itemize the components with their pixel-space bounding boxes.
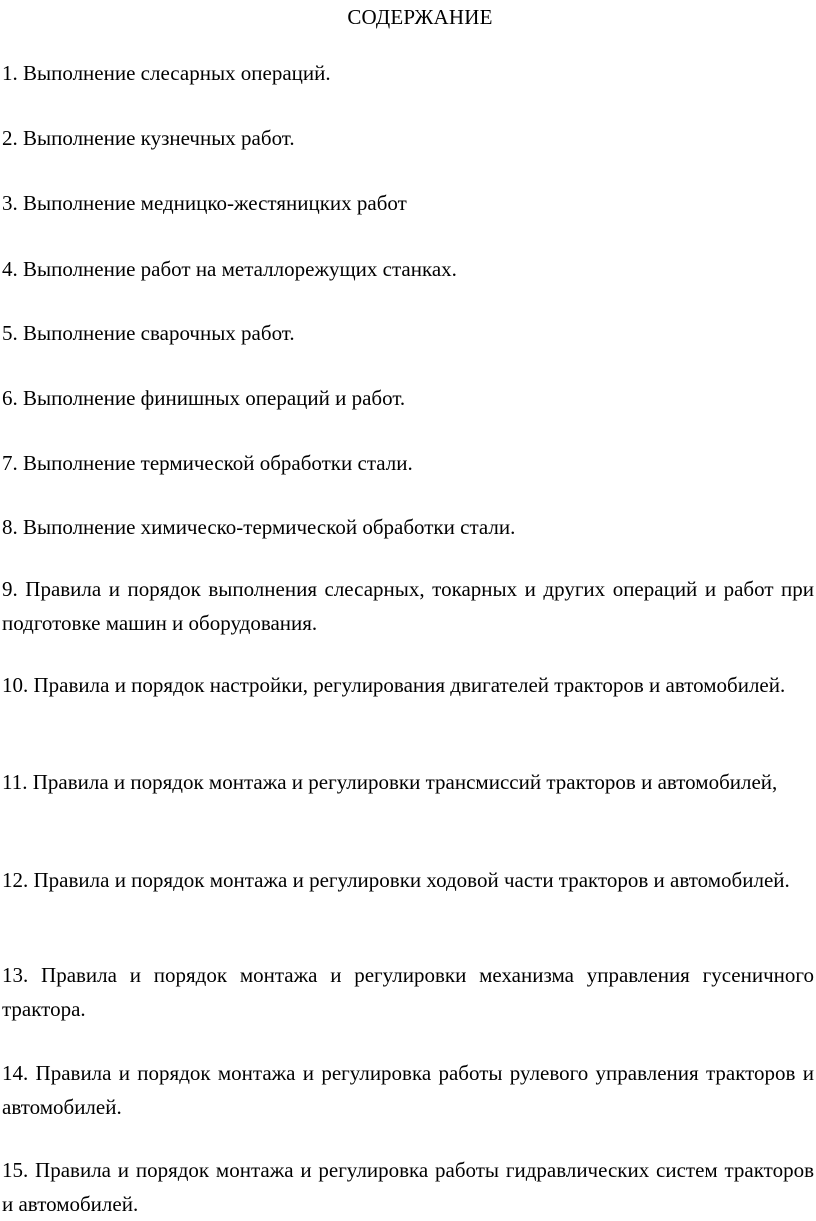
toc-item: 11. Правила и порядок монтажа и регулировки трансмиссий тракторов и автомобилей, xyxy=(2,770,778,794)
toc-item: 12. Правила и порядок монтажа и регулировки ходовой части тракторов и автомобилей. xyxy=(2,868,790,892)
toc-item: 2. Выполнение кузнечных работ. xyxy=(2,126,295,150)
toc-item: 10. Правила и порядок настройки, регулирования двигателей тракторов и автомобилей. xyxy=(2,673,786,697)
toc-item: 1. Выполнение слесарных операций. xyxy=(2,61,331,85)
toc-item: 13. Правила и порядок монтажа и регулировки механизма управления гусеничного трактора. xyxy=(2,963,814,1021)
toc-item: 4. Выполнение работ на металлорежущих станках. xyxy=(2,257,457,281)
page-title: СОДЕРЖАНИЕ xyxy=(347,5,493,29)
toc-item: 9. Правила и порядок выполнения слесарных, токарных и других операций и работ при подготовке машин и оборудования. xyxy=(2,577,814,635)
toc-item: 14. Правила и порядок монтажа и регулировка работы рулевого управления тракторов и автомобилей. xyxy=(2,1061,814,1119)
toc-item: 15. Правила и порядок монтажа и регулировка работы гидравлических систем тракторов и автомобилей. xyxy=(2,1158,814,1216)
toc-item: 8. Выполнение химическо-термической обработки стали. xyxy=(2,515,516,539)
toc-item: 6. Выполнение финишных операций и работ. xyxy=(2,386,406,410)
toc-item: 5. Выполнение сварочных работ. xyxy=(2,321,295,345)
toc-item: 3. Выполнение медницко-жестяницких работ xyxy=(2,191,407,215)
toc-item: 7. Выполнение термической обработки стали. xyxy=(2,451,413,475)
